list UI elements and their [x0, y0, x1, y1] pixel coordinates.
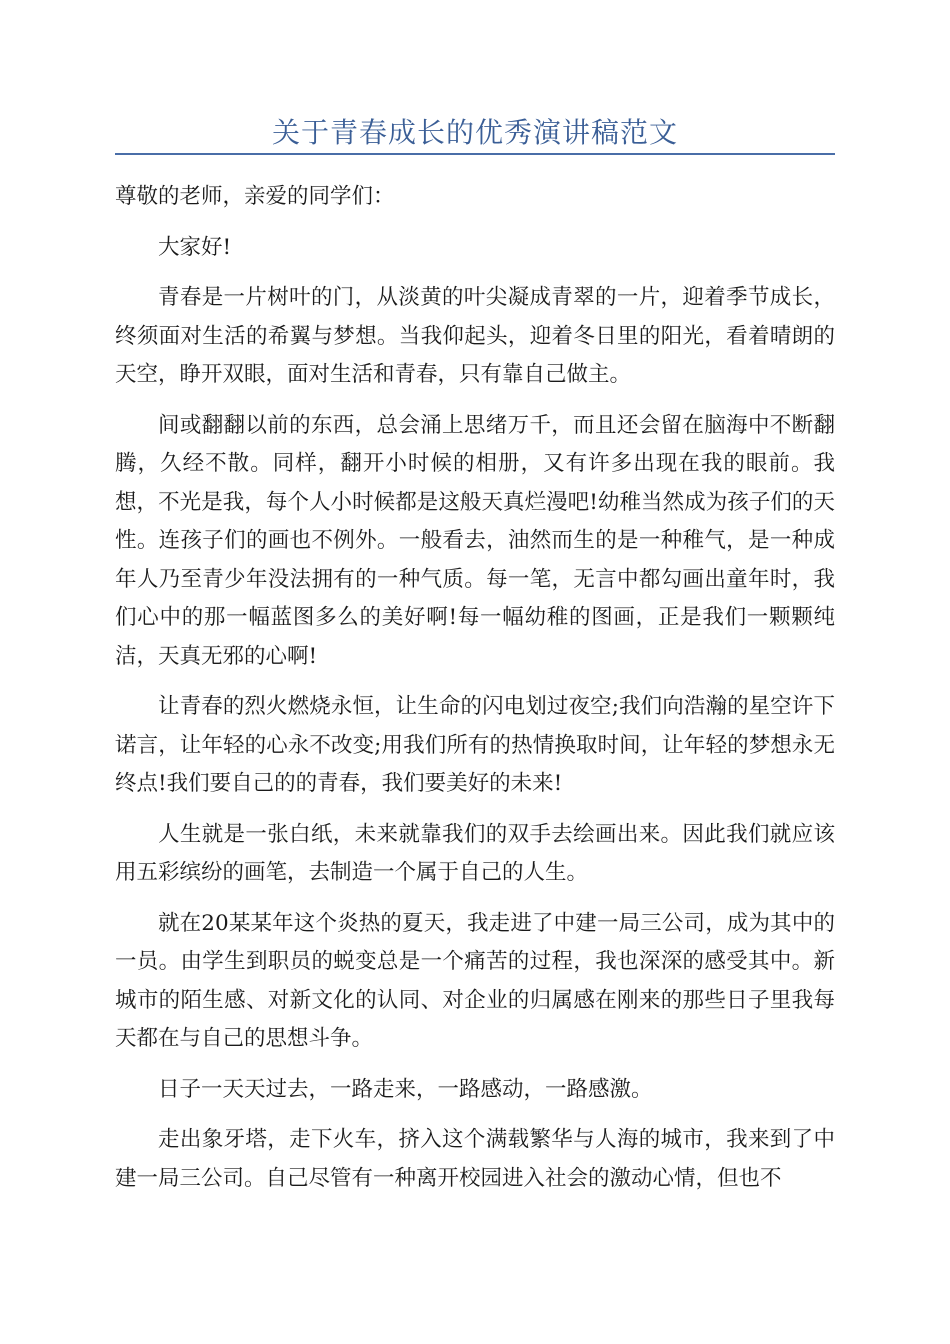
document-title: 关于青春成长的优秀演讲稿范文	[271, 116, 678, 149]
paragraph: 日子一天天过去，一路走来，一路感动，一路感激。	[158, 1076, 653, 1102]
paragraph: 就在20某某年这个炎热的夏天，我走进了中建一局三公司，成为其中的一员。由学生到职员的蜕变总是一个痛苦的过程，我也深深的感受其中。新城市的陌生感、对新文化的认同、对企业的归属感在刚来的那些日子里我每天都在与自己的思想斗争。	[115, 910, 835, 1051]
title-underline	[115, 153, 835, 155]
salutation: 尊敬的老师，亲爱的同学们：	[115, 184, 395, 209]
document-body	[115, 178, 835, 1210]
paragraph-greeting: 大家好!	[158, 234, 232, 260]
paragraph: 人生就是一张白纸，未来就靠我们的双手去绘画出来。因此我们就应该用五彩缤纷的画笔，去制造一个属于自己的人生。	[115, 821, 835, 885]
paragraph: 让青春的烈火燃烧永恒，让生命的闪电划过夜空;我们向浩瀚的星空许下诺言，让年轻的心永不改变;用我们所有的热情换取时间，让年轻的梦想永无终点!我们要自己的的青春，我们要美好的未来!	[115, 694, 835, 796]
paragraph: 走出象牙塔，走下火车，挤入这个满载繁华与人海的城市，我来到了中建一局三公司。自己尽管有一种离开校园进入社会的激动心情，但也不	[115, 1127, 835, 1191]
paragraph: 间或翻翻以前的东西，总会涌上思绪万千，而且还会留在脑海中不断翻腾，久经不散。同样，翻开小时候的相册，又有许多出现在我的眼前。我想，不光是我，每个人小时候都是这般天真烂漫吧!幼稚当然成为孩子们的天性。连孩子们的画也不例外。一般看去，油然而生的是一种稚气，是一种成年人乃至青少年没法拥有的一种气质。每一笔，无言中都勾画出童年时，我们心中的那一幅蓝图多么的美好啊!每一幅幼稚的图画，正是我们一颗颗纯洁，天真无邪的心啊!	[115, 412, 835, 669]
paragraph: 青春是一片树叶的门，从淡黄的叶尖凝成青翠的一片，迎着季节成长，终须面对生活的希翼与梦想。当我仰起头，迎着冬日里的阳光，看着晴朗的天空，睁开双眼，面对生活和青春，只有靠自己做主。	[115, 285, 835, 387]
